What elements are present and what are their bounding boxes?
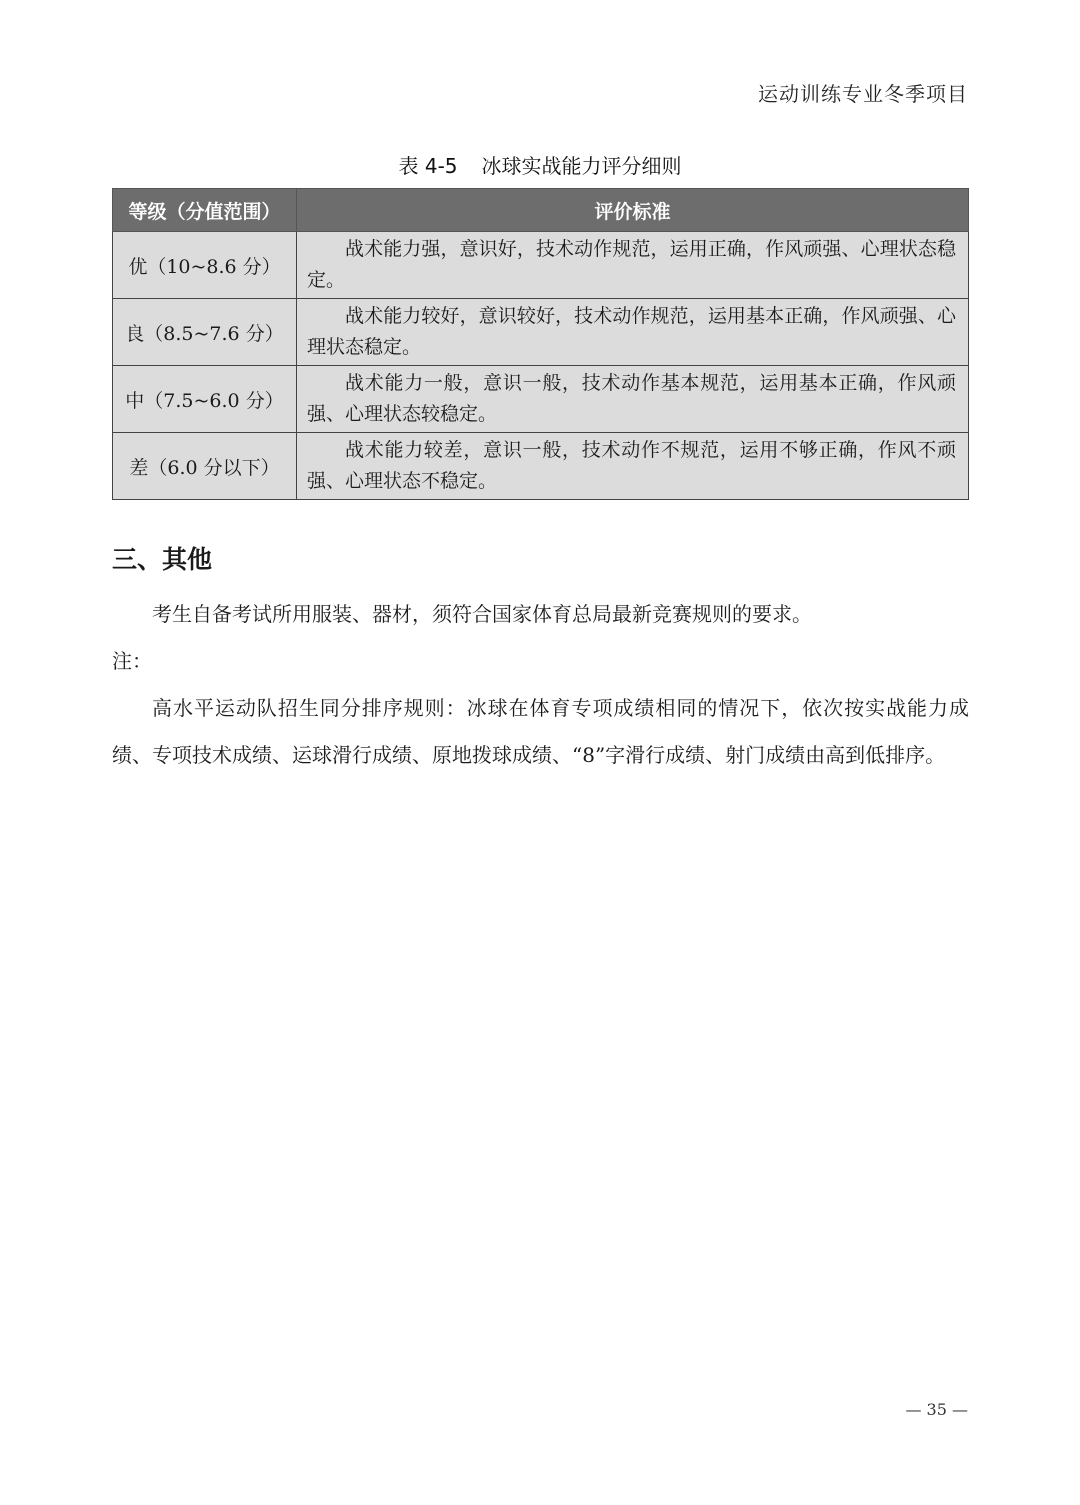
grade-cell: 良（8.5~7.6 分）	[113, 299, 297, 366]
column-header-grade: 等级（分值范围）	[113, 189, 297, 232]
table-row	[113, 232, 969, 299]
table-caption	[0, 150, 1080, 179]
criteria-cell: 战术能力较差，意识一般，技术动作不规范，运用不够正确，作风不顽强、心理状态不稳定。	[297, 433, 969, 500]
table-row	[113, 299, 969, 366]
grade-cell: 中（7.5~6.0 分）	[113, 366, 297, 433]
equipment-paragraph: 考生自备考试所用服装、器材，须符合国家体育总局最新竞赛规则的要求。	[152, 602, 812, 626]
column-header-criteria: 评价标准	[297, 189, 969, 232]
criteria-cell: 战术能力一般，意识一般，技术动作基本规范，运用基本正确，作风顽强、心理状态较稳定。	[297, 366, 969, 433]
criteria-cell: 战术能力较好，意识较好，技术动作规范，运用基本正确，作风顽强、心理状态稳定。	[297, 299, 969, 366]
table-row	[113, 366, 969, 433]
table-header-row	[113, 189, 969, 232]
table-caption-title: 冰球实战能力评分细则	[481, 154, 682, 178]
criteria-cell: 战术能力强，意识好，技术动作规范，运用正确，作风顽强、心理状态稳定。	[297, 232, 969, 299]
page-number: — 35 —	[905, 1400, 968, 1419]
running-header: 运动训练专业冬季项目	[758, 82, 968, 106]
table-row	[113, 433, 969, 500]
ranking-rule-paragraph: 高水平运动队招生同分排序规则：冰球在体育专项成绩相同的情况下，依次按实战能力成绩、专项技术成绩、运球滑行成绩、原地拨球成绩、“8”字滑行成绩、射门成绩由高到低排序。	[112, 696, 969, 767]
scoring-table	[112, 188, 969, 500]
note-label: 注：	[112, 649, 152, 673]
grade-cell: 差（6.0 分以下）	[113, 433, 297, 500]
grade-cell: 优（10~8.6 分）	[113, 232, 297, 299]
table-caption-number: 表 4-5	[398, 154, 458, 178]
section-heading: 三、其他	[112, 545, 213, 574]
